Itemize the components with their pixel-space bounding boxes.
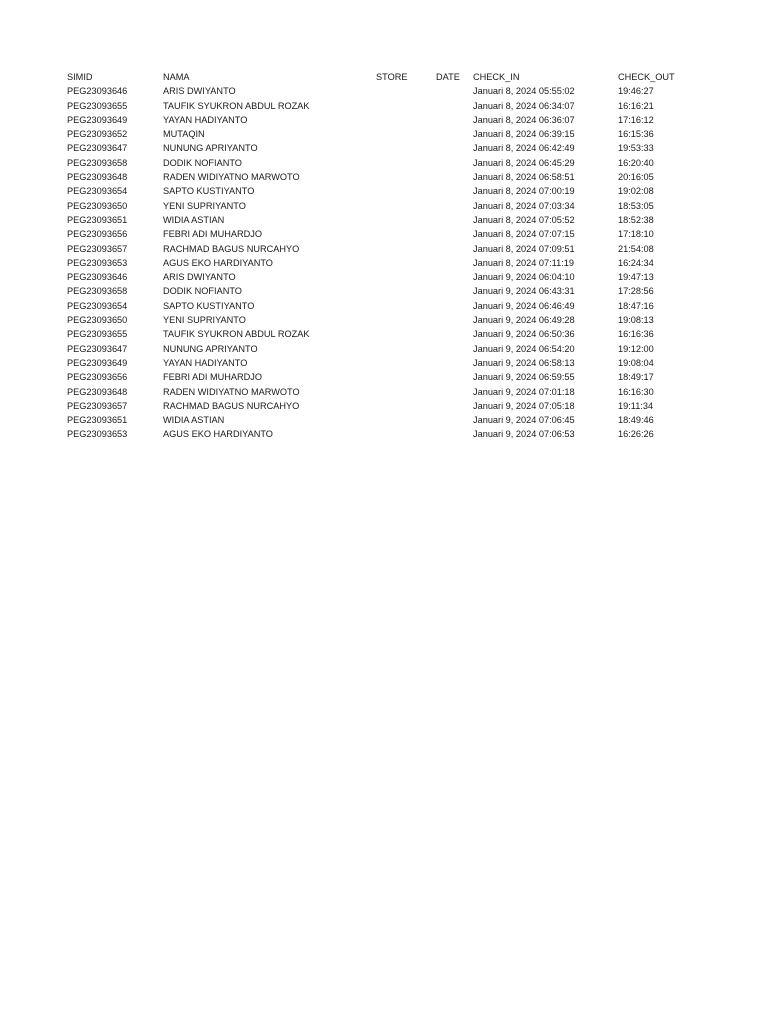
cell-nama: YAYAN HADIYANTO bbox=[163, 357, 248, 368]
column-header-store: STORE bbox=[376, 72, 408, 82]
table-row bbox=[64, 313, 684, 327]
cell-store bbox=[373, 156, 433, 170]
cell-check-out: 19:08:13 bbox=[618, 315, 654, 326]
cell-date bbox=[433, 170, 470, 184]
cell-nama: NUNUNG APRIYANTO bbox=[163, 343, 258, 354]
table-row bbox=[64, 299, 684, 313]
cell-date bbox=[433, 141, 470, 155]
cell-check-in: Januari 9, 2024 06:46:49 bbox=[473, 300, 575, 311]
column-header-simid: SIMID bbox=[67, 72, 93, 82]
cell-check-out: 17:28:56 bbox=[618, 286, 654, 297]
cell-check-in: Januari 9, 2024 06:58:13 bbox=[473, 357, 575, 368]
cell-simid: PEG23093648 bbox=[67, 172, 128, 183]
cell-simid: PEG23093651 bbox=[67, 415, 128, 426]
cell-date bbox=[433, 156, 470, 170]
table-row bbox=[64, 413, 684, 427]
cell-check-out: 16:16:30 bbox=[618, 386, 654, 397]
cell-check-out: 16:15:36 bbox=[618, 129, 654, 140]
table-row bbox=[64, 370, 684, 384]
cell-nama: TAUFIK SYUKRON ABDUL ROZAK bbox=[163, 329, 310, 340]
header-row bbox=[64, 70, 684, 84]
cell-check-in: Januari 8, 2024 06:36:07 bbox=[473, 114, 575, 125]
cell-date bbox=[433, 427, 470, 441]
cell-simid: PEG23093650 bbox=[67, 200, 128, 211]
cell-date bbox=[433, 399, 470, 413]
cell-store bbox=[373, 284, 433, 298]
cell-date bbox=[433, 270, 470, 284]
cell-simid: PEG23093649 bbox=[67, 357, 128, 368]
cell-nama: FEBRI ADI MUHARDJO bbox=[163, 229, 263, 240]
cell-nama: RADEN WIDIYATNO MARWOTO bbox=[163, 386, 300, 397]
column-header-check-out: CHECK_OUT bbox=[618, 72, 675, 82]
cell-simid: PEG23093654 bbox=[67, 186, 128, 197]
cell-nama: YAYAN HADIYANTO bbox=[163, 114, 248, 125]
cell-check-out: 16:26:26 bbox=[618, 429, 654, 440]
cell-check-out: 21:54:08 bbox=[618, 243, 654, 254]
cell-check-out: 18:53:05 bbox=[618, 200, 654, 211]
cell-check-out: 17:18:10 bbox=[618, 229, 654, 240]
cell-check-out: 19:12:00 bbox=[618, 343, 654, 354]
cell-nama: SAPTO KUSTIYANTO bbox=[163, 300, 255, 311]
cell-check-out: 18:52:38 bbox=[618, 214, 654, 225]
cell-check-out: 16:20:40 bbox=[618, 157, 654, 168]
cell-check-in: Januari 9, 2024 06:43:31 bbox=[473, 286, 575, 297]
table-row bbox=[64, 342, 684, 356]
cell-store bbox=[373, 313, 433, 327]
cell-date bbox=[433, 385, 470, 399]
table-row bbox=[64, 141, 684, 155]
cell-nama: DODIK NOFIANTO bbox=[163, 286, 242, 297]
cell-simid: PEG23093647 bbox=[67, 143, 128, 154]
cell-check-out: 16:24:34 bbox=[618, 257, 654, 268]
table-row bbox=[64, 356, 684, 370]
cell-simid: PEG23093658 bbox=[67, 157, 128, 168]
column-header-nama: NAMA bbox=[163, 72, 190, 82]
cell-nama: FEBRI ADI MUHARDJO bbox=[163, 372, 263, 383]
cell-store bbox=[373, 84, 433, 98]
table-row bbox=[64, 270, 684, 284]
cell-simid: PEG23093657 bbox=[67, 400, 128, 411]
cell-check-in: Januari 8, 2024 07:11:19 bbox=[473, 257, 574, 268]
cell-simid: PEG23093649 bbox=[67, 114, 128, 125]
cell-simid: PEG23093653 bbox=[67, 257, 128, 268]
cell-simid: PEG23093655 bbox=[67, 100, 128, 111]
cell-store bbox=[373, 370, 433, 384]
cell-store bbox=[373, 427, 433, 441]
table-row bbox=[64, 170, 684, 184]
cell-date bbox=[433, 342, 470, 356]
table-row bbox=[64, 227, 684, 241]
cell-store bbox=[373, 342, 433, 356]
cell-check-in: Januari 8, 2024 06:39:15 bbox=[473, 129, 575, 140]
cell-check-in: Januari 8, 2024 06:58:51 bbox=[473, 172, 575, 183]
cell-check-out: 19:46:27 bbox=[618, 86, 654, 97]
cell-nama: AGUS EKO HARDIYANTO bbox=[163, 257, 273, 268]
table-row bbox=[64, 327, 684, 341]
cell-simid: PEG23093658 bbox=[67, 286, 128, 297]
cell-check-out: 19:47:13 bbox=[618, 272, 654, 283]
cell-store bbox=[373, 141, 433, 155]
cell-date bbox=[433, 313, 470, 327]
cell-check-out: 20:16:05 bbox=[618, 172, 654, 183]
cell-date bbox=[433, 284, 470, 298]
cell-simid: PEG23093655 bbox=[67, 329, 128, 340]
cell-check-out: 19:11:34 bbox=[618, 400, 654, 411]
cell-simid: PEG23093654 bbox=[67, 300, 128, 311]
attendance-table bbox=[64, 70, 684, 442]
cell-check-out: 19:02:08 bbox=[618, 186, 654, 197]
cell-simid: PEG23093646 bbox=[67, 86, 128, 97]
cell-nama: WIDIA ASTIAN bbox=[163, 415, 225, 426]
cell-check-out: 18:49:17 bbox=[618, 372, 654, 383]
cell-nama: AGUS EKO HARDIYANTO bbox=[163, 429, 273, 440]
cell-store bbox=[373, 242, 433, 256]
cell-store bbox=[373, 227, 433, 241]
cell-store bbox=[373, 184, 433, 198]
table-body bbox=[64, 84, 684, 441]
table-row bbox=[64, 427, 684, 441]
cell-check-in: Januari 8, 2024 06:34:07 bbox=[473, 100, 575, 111]
cell-simid: PEG23093657 bbox=[67, 243, 128, 254]
cell-check-in: Januari 8, 2024 06:45:29 bbox=[473, 157, 575, 168]
cell-store bbox=[373, 413, 433, 427]
table-row bbox=[64, 256, 684, 270]
cell-check-in: Januari 9, 2024 06:59:55 bbox=[473, 372, 575, 383]
cell-nama: RADEN WIDIYATNO MARWOTO bbox=[163, 172, 300, 183]
cell-store bbox=[373, 327, 433, 341]
cell-store bbox=[373, 213, 433, 227]
table-row bbox=[64, 213, 684, 227]
cell-nama: TAUFIK SYUKRON ABDUL ROZAK bbox=[163, 100, 310, 111]
cell-nama: MUTAQIN bbox=[163, 129, 205, 140]
cell-check-out: 18:47:16 bbox=[618, 300, 654, 311]
cell-check-in: Januari 8, 2024 07:09:51 bbox=[473, 243, 575, 254]
cell-check-out: 19:08:04 bbox=[618, 357, 654, 368]
cell-store bbox=[373, 385, 433, 399]
table-row bbox=[64, 99, 684, 113]
cell-date bbox=[433, 184, 470, 198]
table-row bbox=[64, 385, 684, 399]
cell-check-out: 19:53:33 bbox=[618, 143, 654, 154]
cell-check-in: Januari 9, 2024 07:01:18 bbox=[473, 386, 575, 397]
cell-nama: ARIS DWIYANTO bbox=[163, 86, 236, 97]
cell-check-in: Januari 9, 2024 06:49:28 bbox=[473, 315, 575, 326]
cell-date bbox=[433, 327, 470, 341]
cell-simid: PEG23093653 bbox=[67, 429, 128, 440]
cell-check-out: 18:49:46 bbox=[618, 415, 654, 426]
cell-nama: YENI SUPRIYANTO bbox=[163, 200, 246, 211]
cell-check-in: Januari 9, 2024 06:50:36 bbox=[473, 329, 575, 340]
cell-simid: PEG23093652 bbox=[67, 129, 128, 140]
cell-check-in: Januari 8, 2024 06:42:49 bbox=[473, 143, 575, 154]
cell-store bbox=[373, 256, 433, 270]
cell-simid: PEG23093647 bbox=[67, 343, 128, 354]
cell-date bbox=[433, 299, 470, 313]
cell-store bbox=[373, 356, 433, 370]
cell-nama: DODIK NOFIANTO bbox=[163, 157, 242, 168]
cell-date bbox=[433, 99, 470, 113]
table-row bbox=[64, 399, 684, 413]
cell-simid: PEG23093648 bbox=[67, 386, 128, 397]
cell-date bbox=[433, 370, 470, 384]
table-row bbox=[64, 156, 684, 170]
table-row bbox=[64, 242, 684, 256]
cell-simid: PEG23093656 bbox=[67, 372, 128, 383]
cell-check-in: Januari 9, 2024 07:06:45 bbox=[473, 415, 575, 426]
cell-check-in: Januari 8, 2024 07:07:15 bbox=[473, 229, 575, 240]
cell-check-in: Januari 8, 2024 07:03:34 bbox=[473, 200, 575, 211]
cell-nama: RACHMAD BAGUS NURCAHYO bbox=[163, 400, 300, 411]
table-row bbox=[64, 184, 684, 198]
cell-check-in: Januari 9, 2024 07:05:18 bbox=[473, 400, 575, 411]
cell-nama: ARIS DWIYANTO bbox=[163, 272, 236, 283]
cell-date bbox=[433, 84, 470, 98]
cell-date bbox=[433, 356, 470, 370]
cell-check-in: Januari 8, 2024 07:00:19 bbox=[473, 186, 575, 197]
cell-nama: SAPTO KUSTIYANTO bbox=[163, 186, 255, 197]
table-row bbox=[64, 284, 684, 298]
table-header bbox=[64, 70, 684, 84]
table-row bbox=[64, 199, 684, 213]
cell-check-in: Januari 8, 2024 05:55:02 bbox=[473, 86, 575, 97]
cell-simid: PEG23093656 bbox=[67, 229, 128, 240]
cell-nama: RACHMAD BAGUS NURCAHYO bbox=[163, 243, 300, 254]
cell-store bbox=[373, 270, 433, 284]
cell-date bbox=[433, 256, 470, 270]
cell-store bbox=[373, 199, 433, 213]
cell-date bbox=[433, 213, 470, 227]
table-row bbox=[64, 84, 684, 98]
cell-check-in: Januari 9, 2024 07:06:53 bbox=[473, 429, 575, 440]
cell-simid: PEG23093650 bbox=[67, 315, 128, 326]
cell-date bbox=[433, 242, 470, 256]
cell-simid: PEG23093646 bbox=[67, 272, 128, 283]
cell-date bbox=[433, 227, 470, 241]
cell-store bbox=[373, 113, 433, 127]
cell-check-out: 16:16:36 bbox=[618, 329, 654, 340]
cell-date bbox=[433, 199, 470, 213]
cell-store bbox=[373, 127, 433, 141]
cell-date bbox=[433, 127, 470, 141]
cell-nama: NUNUNG APRIYANTO bbox=[163, 143, 258, 154]
cell-store bbox=[373, 170, 433, 184]
table-row bbox=[64, 127, 684, 141]
cell-check-in: Januari 9, 2024 06:54:20 bbox=[473, 343, 575, 354]
column-header-check-in: CHECK_IN bbox=[473, 72, 520, 82]
table-row bbox=[64, 113, 684, 127]
cell-store bbox=[373, 399, 433, 413]
column-header-date: DATE bbox=[436, 72, 460, 82]
cell-check-in: Januari 8, 2024 07:05:52 bbox=[473, 214, 575, 225]
cell-check-in: Januari 9, 2024 06:04:10 bbox=[473, 272, 575, 283]
cell-simid: PEG23093651 bbox=[67, 214, 128, 225]
cell-date bbox=[433, 113, 470, 127]
cell-store bbox=[373, 99, 433, 113]
cell-store bbox=[373, 299, 433, 313]
cell-nama: YENI SUPRIYANTO bbox=[163, 315, 246, 326]
cell-check-out: 17:16:12 bbox=[618, 114, 654, 125]
cell-nama: WIDIA ASTIAN bbox=[163, 214, 225, 225]
cell-check-out: 16:16:21 bbox=[618, 100, 654, 111]
cell-date bbox=[433, 413, 470, 427]
